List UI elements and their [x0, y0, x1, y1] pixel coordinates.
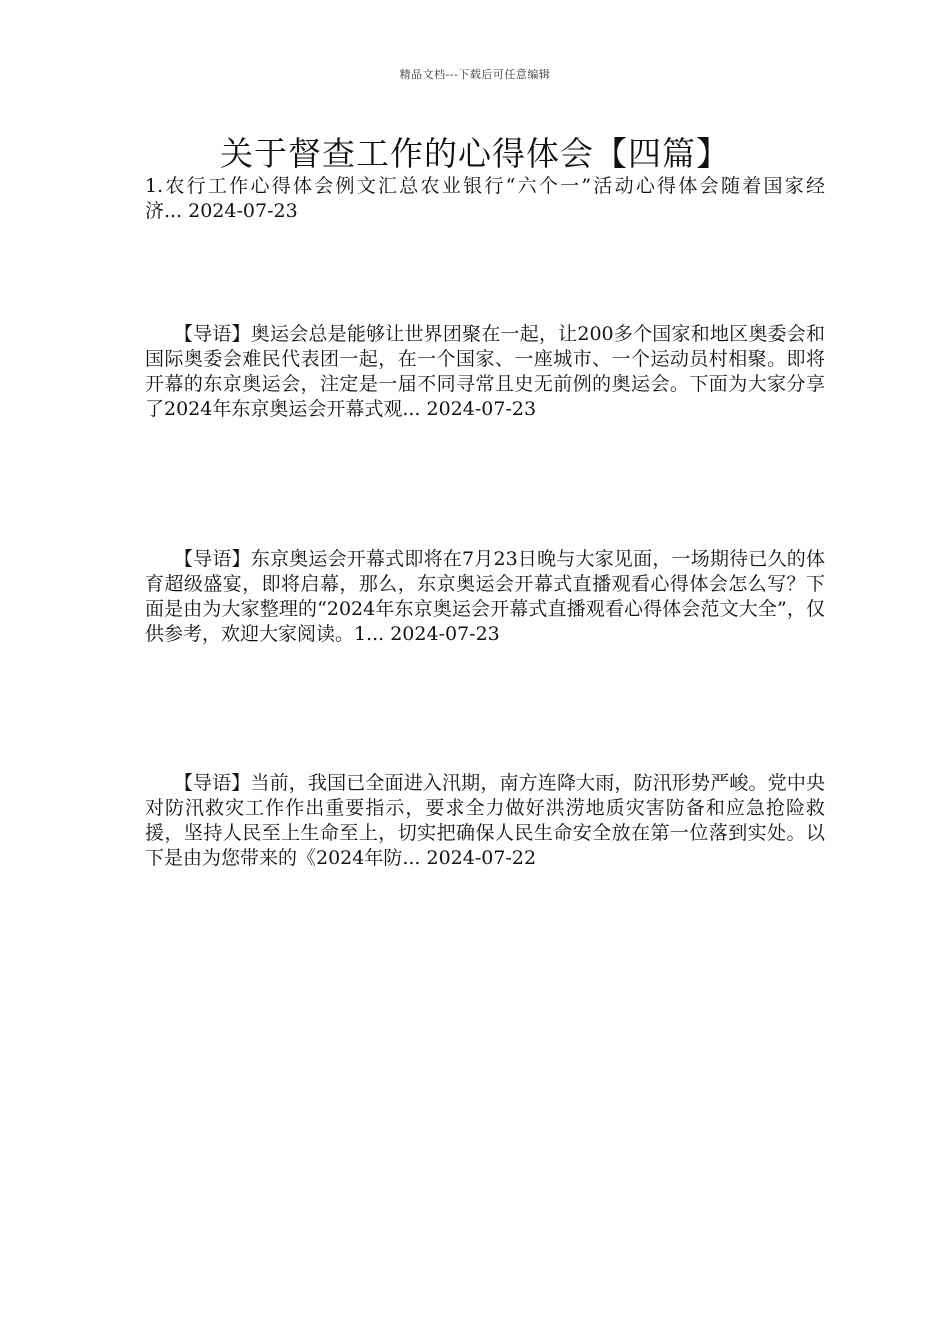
entry-text: 1.农行工作心得体会例文汇总农业银行“六个一”活动心得体会随着国家经济... — [145, 175, 825, 222]
entry-date: 2024-07-23 — [390, 623, 500, 645]
header-note: 精品文档---下载后可任意编辑 — [399, 68, 551, 81]
entry-text: 【导语】东京奥运会开幕式即将在7月23日晚与大家见面，一场期待已久的体育超级盛宴，即将启幕，那么，东京奥运会开幕式直播观看心得体会怎么写？下面是由为大家整理的“2024年东京奥运会开幕式直播观看心得体会范文大全”，仅供参考，欢迎大家阅读。1... — [145, 548, 825, 645]
entry-paragraph — [145, 174, 825, 224]
entry-date: 2024-07-22 — [426, 847, 537, 869]
entry-paragraph — [145, 547, 825, 647]
entry-date: 2024-07-23 — [188, 200, 298, 222]
entry-paragraph — [145, 771, 825, 871]
entry-date: 2024-07-23 — [426, 398, 537, 420]
entry-paragraph — [145, 322, 825, 422]
entry-text: 【导语】当前，我国已全面进入汛期，南方连降大雨，防汛形势严峻。党中央对防汛救灾工作作出重要指示，要求全力做好洪涝地质灾害防备和应急抢险救援，坚持人民至上生命至上，切实把确保人民生命安全放在第一位落到实处。以下是由为您带来的《2024年防... — [145, 772, 825, 869]
entry-text: 【导语】奥运会总是能够让世界团聚在一起，让200多个国家和地区奥委会和国际奥委会难民代表团一起，在一个国家、一座城市、一个运动员村相聚。即将开幕的东京奥运会，注定是一届不同寻常且史无前例的奥运会。下面为大家分享了2024年东京奥运会开幕式观... — [145, 323, 825, 420]
document-title: 关于督查工作的心得体会【四篇】 — [220, 134, 730, 173]
